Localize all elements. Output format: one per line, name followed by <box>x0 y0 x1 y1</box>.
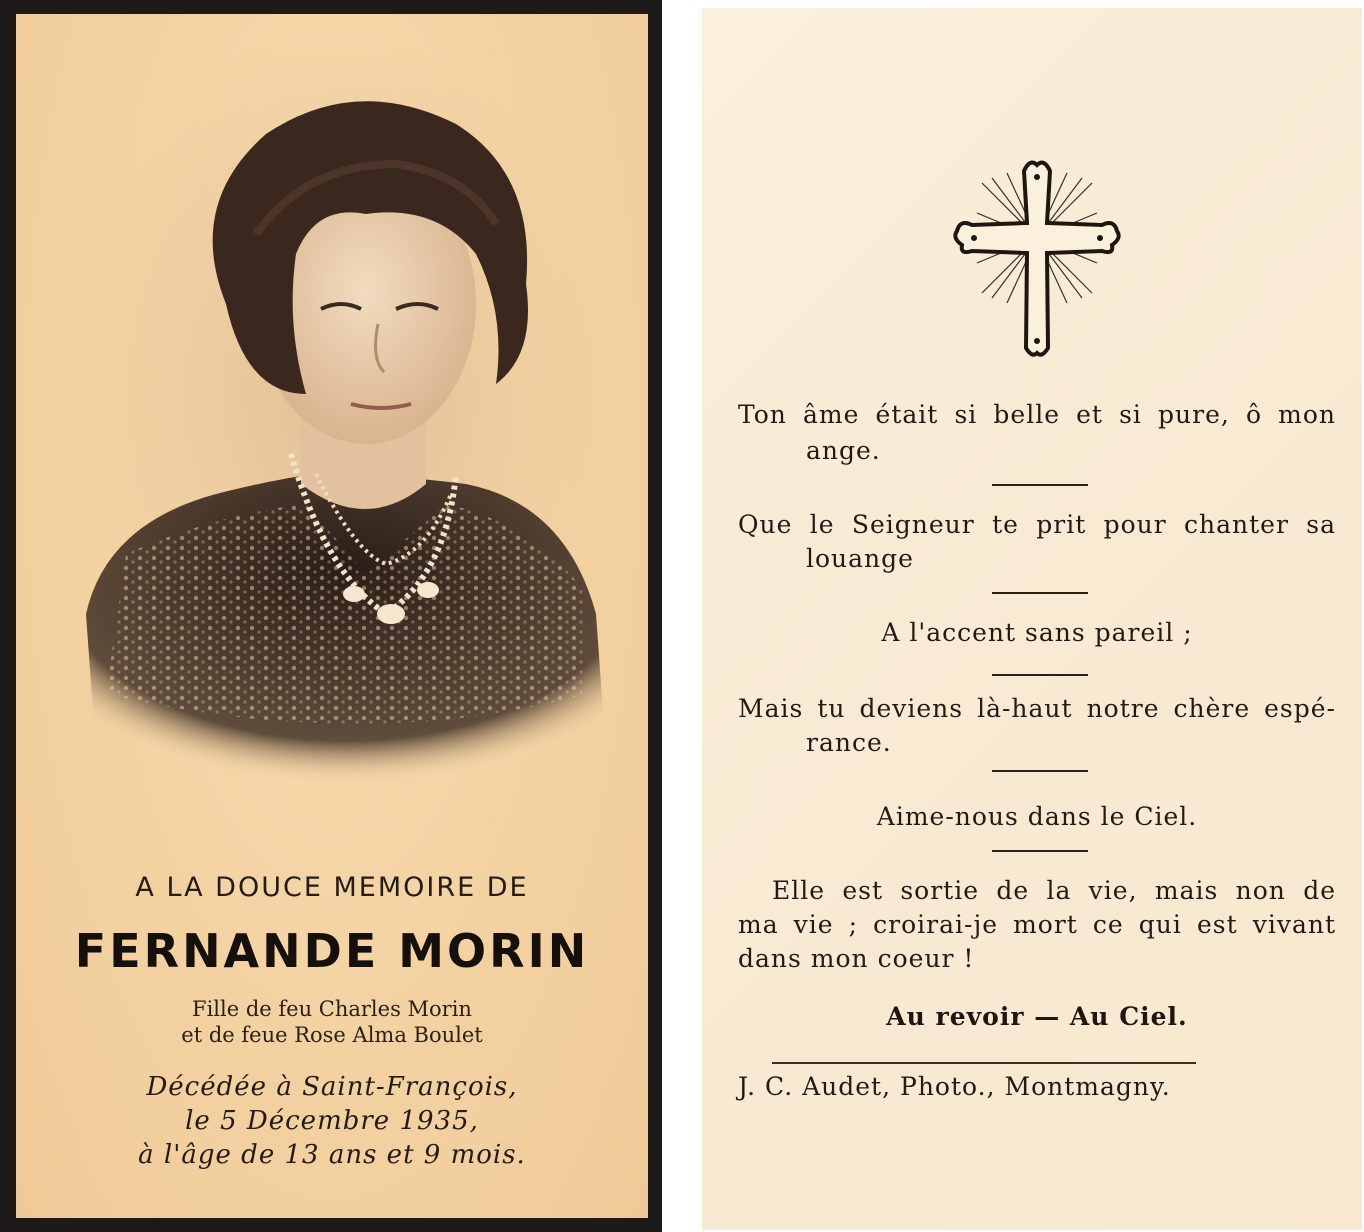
divider <box>772 1062 1196 1064</box>
memorial-card-back <box>702 8 1362 1230</box>
memorial-card-front-frame <box>0 0 662 1232</box>
farewell-text: Au revoir — Au Ciel. <box>886 1002 1188 1031</box>
verse-line: Que le Seigneur te prit pour chanter sa <box>738 510 1336 539</box>
death-details <box>16 1070 648 1172</box>
parents-text <box>16 996 648 1048</box>
verse-line: rance. <box>806 728 892 757</box>
verse-line: A l'accent sans pareil ; <box>881 618 1193 647</box>
verse-line: louange <box>806 544 914 573</box>
divider <box>992 770 1088 772</box>
verse-line: Ton âme était si belle et si pure, ô mon <box>738 400 1336 429</box>
death-line: Décédée à Saint-François, <box>146 1072 518 1102</box>
divider <box>992 674 1088 676</box>
deceased-name: FERNANDE MORIN <box>74 924 590 978</box>
divider <box>992 592 1088 594</box>
quote-line: dans mon coeur ! <box>738 944 975 973</box>
parents-line: et de feue Rose Alma Boulet <box>181 1023 483 1047</box>
divider <box>992 850 1088 852</box>
verse-line: ange. <box>806 436 881 465</box>
photographer-credit: J. C. Audet, Photo., Montmagny. <box>738 1072 1171 1101</box>
quote-line: Elle est sortie de la vie, mais non de <box>772 876 1336 905</box>
memorial-heading: A LA DOUCE MEMOIRE DE <box>135 872 529 903</box>
parents-line: Fille de feu Charles Morin <box>192 997 472 1021</box>
cross-icon <box>952 153 1122 363</box>
verse-line: Aime-nous dans le Ciel. <box>876 802 1198 831</box>
divider <box>992 484 1088 486</box>
memorial-card-front <box>16 14 648 1218</box>
portrait-photo <box>66 54 626 814</box>
verse-line: Mais tu deviens là-haut notre chère espé- <box>738 694 1336 723</box>
quote-line: ma vie ; croirai-je mort ce qui est vivant <box>738 910 1336 939</box>
death-line: le 5 Décembre 1935, <box>185 1106 479 1136</box>
death-line: à l'âge de 13 ans et 9 mois. <box>138 1140 526 1170</box>
